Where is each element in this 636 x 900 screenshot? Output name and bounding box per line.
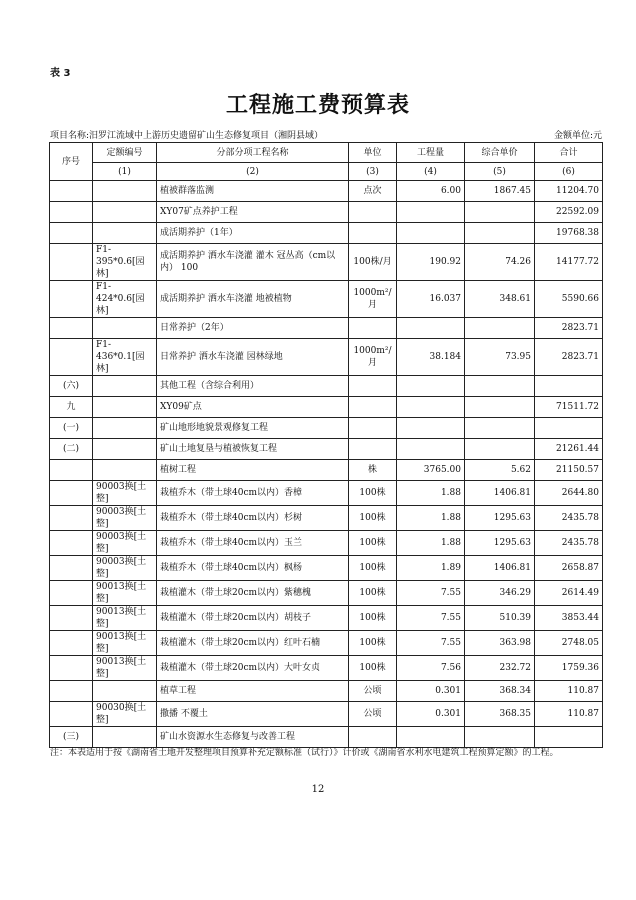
table-row [50, 202, 603, 223]
cell-total: 1759.36 [535, 656, 603, 681]
cell-price: 1295.63 [465, 531, 535, 556]
cell-unit: 100株 [349, 656, 397, 681]
cell-name: 成活期养护（1年） [157, 223, 349, 244]
cell-unit: 100株 [349, 481, 397, 506]
table-row [50, 223, 603, 244]
cell-seq [50, 223, 93, 244]
cell-price: 346.29 [465, 581, 535, 606]
cell-unit: 1000m²/月 [349, 281, 397, 318]
cell-total: 110.87 [535, 681, 603, 702]
table-row [50, 460, 603, 481]
cell-code [93, 318, 157, 339]
cell-price: 363.98 [465, 631, 535, 656]
cell-code [93, 460, 157, 481]
cell-price: 5.62 [465, 460, 535, 481]
cell-qty [397, 202, 465, 223]
cell-price [465, 418, 535, 439]
cell-name: 植树工程 [157, 460, 349, 481]
currency-unit: 金额单位:元 [553, 131, 602, 141]
cell-qty: 1.89 [397, 556, 465, 581]
cell-name: 栽植灌木（带土球20cm以内）紫穗槐 [157, 581, 349, 606]
header-price: 综合单价 [465, 143, 535, 163]
cell-code [93, 181, 157, 202]
cell-qty [397, 376, 465, 397]
cell-code [93, 202, 157, 223]
cell-code: 90003换[土整] [93, 506, 157, 531]
cell-name: 栽植灌木（带土球20cm以内）红叶石楠 [157, 631, 349, 656]
cell-total: 71511.72 [535, 397, 603, 418]
cell-unit: 100株 [349, 606, 397, 631]
header-seq: 序号 [50, 143, 93, 181]
cell-total: 2435.78 [535, 506, 603, 531]
cell-qty: 7.55 [397, 581, 465, 606]
cell-code: 90013换[土整] [93, 656, 157, 681]
cell-total: 2658.87 [535, 556, 603, 581]
cell-code: 90003换[土整] [93, 481, 157, 506]
cell-qty [397, 223, 465, 244]
table-row [50, 506, 603, 531]
table-row [50, 556, 603, 581]
cell-qty: 0.301 [397, 702, 465, 727]
table-row [50, 681, 603, 702]
cell-name: 成活期养护 洒水车浇灌 地被植物 [157, 281, 349, 318]
cell-total: 5590.66 [535, 281, 603, 318]
table-row [50, 339, 603, 376]
cell-unit: 100株 [349, 556, 397, 581]
table-row [50, 397, 603, 418]
table-row [50, 418, 603, 439]
cell-seq [50, 339, 93, 376]
table-row [50, 376, 603, 397]
cell-price [465, 376, 535, 397]
table-row [50, 439, 603, 460]
cell-total: 22592.09 [535, 202, 603, 223]
table-row [50, 656, 603, 681]
table-body [50, 181, 603, 748]
cell-price: 1867.45 [465, 181, 535, 202]
cell-total [535, 418, 603, 439]
cell-price: 368.35 [465, 702, 535, 727]
table-row [50, 318, 603, 339]
header-index-6: (6) [535, 163, 603, 181]
cell-unit: 100株/月 [349, 244, 397, 281]
cell-total: 14177.72 [535, 244, 603, 281]
cell-total: 2748.05 [535, 631, 603, 656]
cell-code [93, 223, 157, 244]
cell-total: 21150.57 [535, 460, 603, 481]
cell-code [93, 418, 157, 439]
cell-code: 90030换[土整] [93, 702, 157, 727]
cell-seq [50, 318, 93, 339]
cell-seq: (一) [50, 418, 93, 439]
cell-total: 2823.71 [535, 339, 603, 376]
cell-unit [349, 202, 397, 223]
cell-price [465, 439, 535, 460]
cell-unit [349, 318, 397, 339]
cell-qty: 1.88 [397, 531, 465, 556]
cell-qty: 7.55 [397, 631, 465, 656]
cell-name: 栽植乔木（带土球40cm以内）杉树 [157, 506, 349, 531]
cell-price: 368.34 [465, 681, 535, 702]
cell-qty: 1.88 [397, 506, 465, 531]
cell-name: 矿山地形地貌景观修复工程 [157, 418, 349, 439]
cell-seq [50, 656, 93, 681]
cell-total: 2614.49 [535, 581, 603, 606]
cell-price: 73.95 [465, 339, 535, 376]
cell-name: 栽植乔木（带土球40cm以内）玉兰 [157, 531, 349, 556]
cell-name: 日常养护（2年） [157, 318, 349, 339]
cell-seq [50, 244, 93, 281]
cell-unit [349, 439, 397, 460]
header-total: 合计 [535, 143, 603, 163]
cell-price [465, 202, 535, 223]
header-index-1: (1) [93, 163, 157, 181]
cell-unit: 100株 [349, 506, 397, 531]
footnote: 注：本表适用于按《湖南省土地开发整理项目预算补充定额标准（试行）》计价或《湖南省水利水电建筑工程预算定额》的工程。 [50, 748, 559, 758]
cell-unit: 100株 [349, 581, 397, 606]
cell-total: 3853.44 [535, 606, 603, 631]
table-row [50, 631, 603, 656]
table-row [50, 244, 603, 281]
cell-unit: 100株 [349, 631, 397, 656]
cell-seq [50, 581, 93, 606]
cell-qty [397, 318, 465, 339]
cell-qty: 6.00 [397, 181, 465, 202]
cell-qty: 16.037 [397, 281, 465, 318]
cell-name: 栽植灌木（带土球20cm以内）胡枝子 [157, 606, 349, 631]
cell-price: 1406.81 [465, 481, 535, 506]
cell-code [93, 681, 157, 702]
cell-name: 矿山土地复垦与植被恢复工程 [157, 439, 349, 460]
table-row [50, 581, 603, 606]
cell-unit [349, 397, 397, 418]
cell-seq [50, 702, 93, 727]
cell-total [535, 376, 603, 397]
cell-total: 19768.38 [535, 223, 603, 244]
cell-unit: 公顷 [349, 681, 397, 702]
header-qty: 工程量 [397, 143, 465, 163]
cell-seq: (六) [50, 376, 93, 397]
table-row [50, 281, 603, 318]
table-row [50, 181, 603, 202]
cell-seq [50, 631, 93, 656]
table-row [50, 606, 603, 631]
budget-table [49, 142, 603, 748]
cell-code: 90013换[土整] [93, 606, 157, 631]
header-index-3: (3) [349, 163, 397, 181]
cell-name: XY09矿点 [157, 397, 349, 418]
cell-qty [397, 397, 465, 418]
cell-seq [50, 606, 93, 631]
cell-total: 2435.78 [535, 531, 603, 556]
cell-seq [50, 556, 93, 581]
header-index-4: (4) [397, 163, 465, 181]
cell-total: 110.87 [535, 702, 603, 727]
cell-price: 510.39 [465, 606, 535, 631]
cell-unit [349, 418, 397, 439]
cell-code [93, 439, 157, 460]
table-label: 表 3 [50, 68, 71, 79]
cell-qty: 0.301 [397, 681, 465, 702]
cell-seq: (二) [50, 439, 93, 460]
cell-total: 2823.71 [535, 318, 603, 339]
header-index-5: (5) [465, 163, 535, 181]
cell-seq [50, 281, 93, 318]
cell-seq [50, 481, 93, 506]
cell-price: 1295.63 [465, 506, 535, 531]
cell-seq [50, 506, 93, 531]
cell-name: 栽植灌木（带土球20cm以内）大叶女贞 [157, 656, 349, 681]
cell-seq [50, 202, 93, 223]
cell-price [465, 318, 535, 339]
cell-name: 撒播 不覆土 [157, 702, 349, 727]
cell-price: 348.61 [465, 281, 535, 318]
cell-qty [397, 439, 465, 460]
cell-code: 90003换[土整] [93, 556, 157, 581]
cell-price: 1406.81 [465, 556, 535, 581]
cell-unit [349, 223, 397, 244]
cell-code: 90003换[土整] [93, 531, 157, 556]
cell-qty: 190.92 [397, 244, 465, 281]
cell-code: 90013换[土整] [93, 581, 157, 606]
cell-price [465, 397, 535, 418]
header-index-2: (2) [157, 163, 349, 181]
cell-name: 栽植乔木（带土球40cm以内）香樟 [157, 481, 349, 506]
page-number: 12 [311, 784, 325, 795]
header-name: 分部分项工程名称 [157, 143, 349, 163]
cell-seq [50, 681, 93, 702]
cell-name: 栽植乔木（带土球40cm以内）枫杨 [157, 556, 349, 581]
cell-price [465, 223, 535, 244]
cell-unit [349, 376, 397, 397]
cell-qty: 3765.00 [397, 460, 465, 481]
table-row [50, 481, 603, 506]
header-code: 定额编号 [93, 143, 157, 163]
cell-seq: (三) [50, 727, 93, 748]
cell-code: F1-436*0.1[园林] [93, 339, 157, 376]
table-row [50, 531, 603, 556]
cell-unit: 1000m²/月 [349, 339, 397, 376]
cell-qty: 7.55 [397, 606, 465, 631]
cell-price: 74.26 [465, 244, 535, 281]
cell-code: 90013换[土整] [93, 631, 157, 656]
cell-code [93, 376, 157, 397]
cell-total: 2644.80 [535, 481, 603, 506]
cell-price: 232.72 [465, 656, 535, 681]
cell-unit: 株 [349, 460, 397, 481]
header-unit: 单位 [349, 143, 397, 163]
cell-total: 11204.70 [535, 181, 603, 202]
cell-code: F1-395*0.6[园林] [93, 244, 157, 281]
cell-seq: 九 [50, 397, 93, 418]
cell-name: 日常养护 洒水车浇灌 园林绿地 [157, 339, 349, 376]
cell-name: 其他工程（含综合利用） [157, 376, 349, 397]
cell-unit: 点次 [349, 181, 397, 202]
cell-seq [50, 531, 93, 556]
cell-unit: 公顷 [349, 702, 397, 727]
cell-name: 成活期养护 洒水车浇灌 灌木 冠丛高（cm以内） 100 [157, 244, 349, 281]
cell-total: 21261.44 [535, 439, 603, 460]
project-name: 项目名称:汨罗江流域中上游历史遗留矿山生态修复项目（湘阴县域） [50, 131, 324, 141]
cell-qty: 7.56 [397, 656, 465, 681]
cell-code [93, 397, 157, 418]
page-title: 工程施工费预算表 [225, 93, 410, 118]
cell-qty: 1.88 [397, 481, 465, 506]
cell-qty [397, 418, 465, 439]
cell-name: 植草工程 [157, 681, 349, 702]
cell-name: 矿山水资源水生态修复与改善工程 [157, 727, 349, 748]
cell-code: F1-424*0.6[园林] [93, 281, 157, 318]
cell-unit: 100株 [349, 531, 397, 556]
table-row [50, 702, 603, 727]
cell-seq [50, 460, 93, 481]
cell-seq [50, 181, 93, 202]
cell-qty: 38.184 [397, 339, 465, 376]
cell-name: 植被群落监测 [157, 181, 349, 202]
cell-name: XY07矿点养护工程 [157, 202, 349, 223]
